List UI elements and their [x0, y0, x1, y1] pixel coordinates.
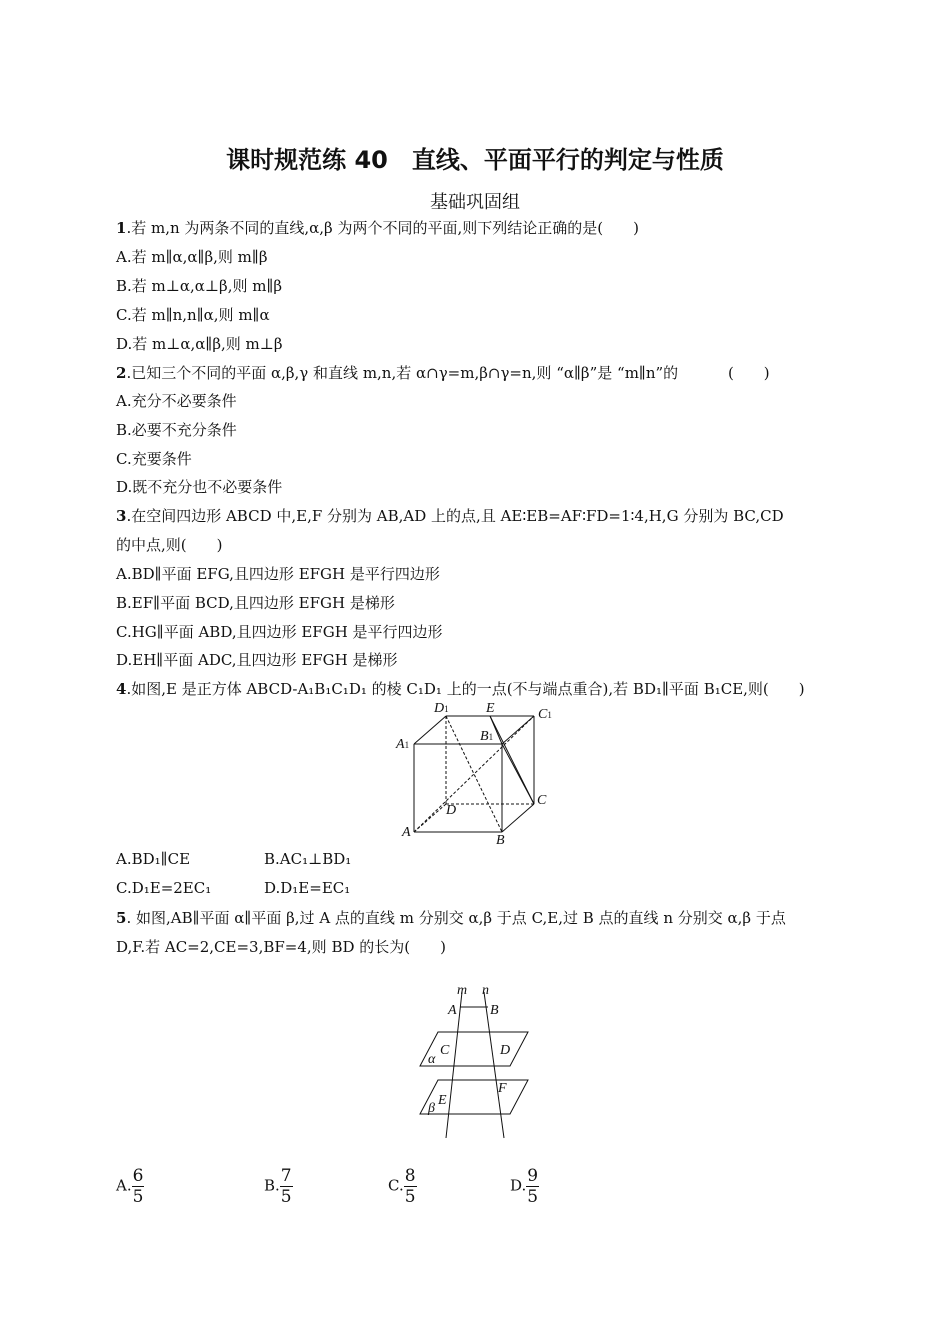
- q1-option-a: A.若 m∥α,α∥β,则 m∥β: [116, 248, 268, 266]
- fraction: $\frac{8}{5}$: [404, 1166, 416, 1207]
- q4-text: .如图,E 是正方体 ABCD-A₁B₁C₁D₁ 的棱 C₁D₁ 上的一点(不与端点重合),若 BD₁∥平面 B₁CE,则( ): [126, 680, 805, 698]
- label-n: n: [482, 983, 489, 998]
- label-B1: B1: [480, 729, 494, 744]
- q2-text: .已知三个不同的平面 α,β,γ 和直线 m,n,若 α∩γ=m,β∩γ=n,则 “α∥β”是 “m∥n”的 ( ): [126, 364, 770, 382]
- label-D: D: [446, 803, 457, 818]
- q2-option-d: D.既不充分也不必要条件: [116, 478, 283, 496]
- q4-number: 4: [116, 680, 127, 698]
- q5-text-1: . 如图,AB∥平面 α∥平面 β,过 A 点的直线 m 分别交 α,β 于点 C,E,过 B 点的直线 n 分别交 α,β 于点: [126, 909, 786, 927]
- q5-stem-line2: D,F.若 AC=2,CE=3,BF=4,则 BD 的长为( ): [116, 938, 446, 956]
- q3-option-c: C.HG∥平面 ABD,且四边形 EFGH 是平行四边形: [116, 623, 443, 641]
- q3-stem-line2: 的中点,则( ): [116, 536, 223, 554]
- label-B: B: [496, 833, 505, 848]
- label-A: A: [402, 825, 411, 840]
- label-E: E: [438, 1093, 447, 1108]
- q5-option-a: A. $\frac{6}{5}$: [116, 1166, 144, 1207]
- planes-figure: [410, 980, 540, 1140]
- label-A: A: [448, 1003, 457, 1018]
- q1-option-c: C.若 m∥n,n∥α,则 m∥α: [116, 306, 270, 324]
- q1-number: 1: [116, 219, 127, 237]
- label-D: D: [500, 1043, 511, 1058]
- q4-option-a: A.BD₁∥CE: [116, 850, 191, 868]
- q3-option-a: A.BD∥平面 EFG,且四边形 EFGH 是平行四边形: [116, 565, 440, 583]
- q4-option-c: C.D₁E=2EC₁: [116, 879, 212, 897]
- cube-figure: [390, 698, 570, 848]
- label-F: F: [498, 1081, 507, 1096]
- q2-number: 2: [116, 364, 127, 382]
- q5-number: 5: [116, 909, 127, 927]
- label-E: E: [486, 701, 495, 716]
- label-D1: D1: [434, 701, 449, 716]
- q5-option-c: C. $\frac{8}{5}$: [388, 1166, 416, 1207]
- label-A1: A1: [396, 737, 410, 752]
- q3-option-b: B.EF∥平面 BCD,且四边形 EFGH 是梯形: [116, 594, 395, 612]
- label-B: B: [490, 1003, 499, 1018]
- q4-option-d: D.D₁E=EC₁: [264, 879, 351, 897]
- label-C1: C1: [538, 707, 552, 722]
- q2-option-a: A.充分不必要条件: [116, 392, 237, 410]
- q5-option-d: D. $\frac{9}{5}$: [510, 1166, 539, 1207]
- label-alpha: α: [428, 1052, 436, 1067]
- section-heading: 基础巩固组: [430, 192, 520, 213]
- q4-stem: [116, 679, 805, 699]
- fraction: $\frac{9}{5}$: [527, 1166, 539, 1207]
- q5-option-b: B. $\frac{7}{5}$: [264, 1166, 292, 1207]
- q2-option-c: C.充要条件: [116, 450, 192, 468]
- q2-option-b: B.必要不充分条件: [116, 421, 237, 439]
- q3-option-d: D.EH∥平面 ADC,且四边形 EFGH 是梯形: [116, 651, 398, 669]
- q1-stem: [116, 218, 639, 238]
- q5-stem-line1: [116, 908, 786, 928]
- label-m: m: [457, 983, 468, 998]
- q1-text: .若 m,n 为两条不同的直线,α,β 为两个不同的平面,则下列结论正确的是( ): [126, 219, 639, 237]
- q1-option-d: D.若 m⊥α,α∥β,则 m⊥β: [116, 335, 283, 353]
- fraction: $\frac{6}{5}$: [132, 1166, 144, 1207]
- q1-option-b: B.若 m⊥α,α⊥β,则 m∥β: [116, 277, 283, 295]
- q2-stem: [116, 363, 770, 383]
- q4-option-b: B.AC₁⊥BD₁: [264, 850, 352, 868]
- fraction: $\frac{7}{5}$: [280, 1166, 292, 1207]
- label-C: C: [440, 1043, 450, 1058]
- page-title: 课时规范练 40 直线、平面平行的判定与性质: [226, 146, 724, 174]
- q3-stem-line1: [116, 506, 784, 526]
- label-C: C: [537, 793, 547, 808]
- label-beta: β: [428, 1101, 435, 1116]
- q3-text-1: .在空间四边形 ABCD 中,E,F 分别为 AB,AD 上的点,且 AE∶EB=AF∶FD=1∶4,H,G 分别为 BC,CD: [126, 507, 784, 525]
- q3-number: 3: [116, 507, 127, 525]
